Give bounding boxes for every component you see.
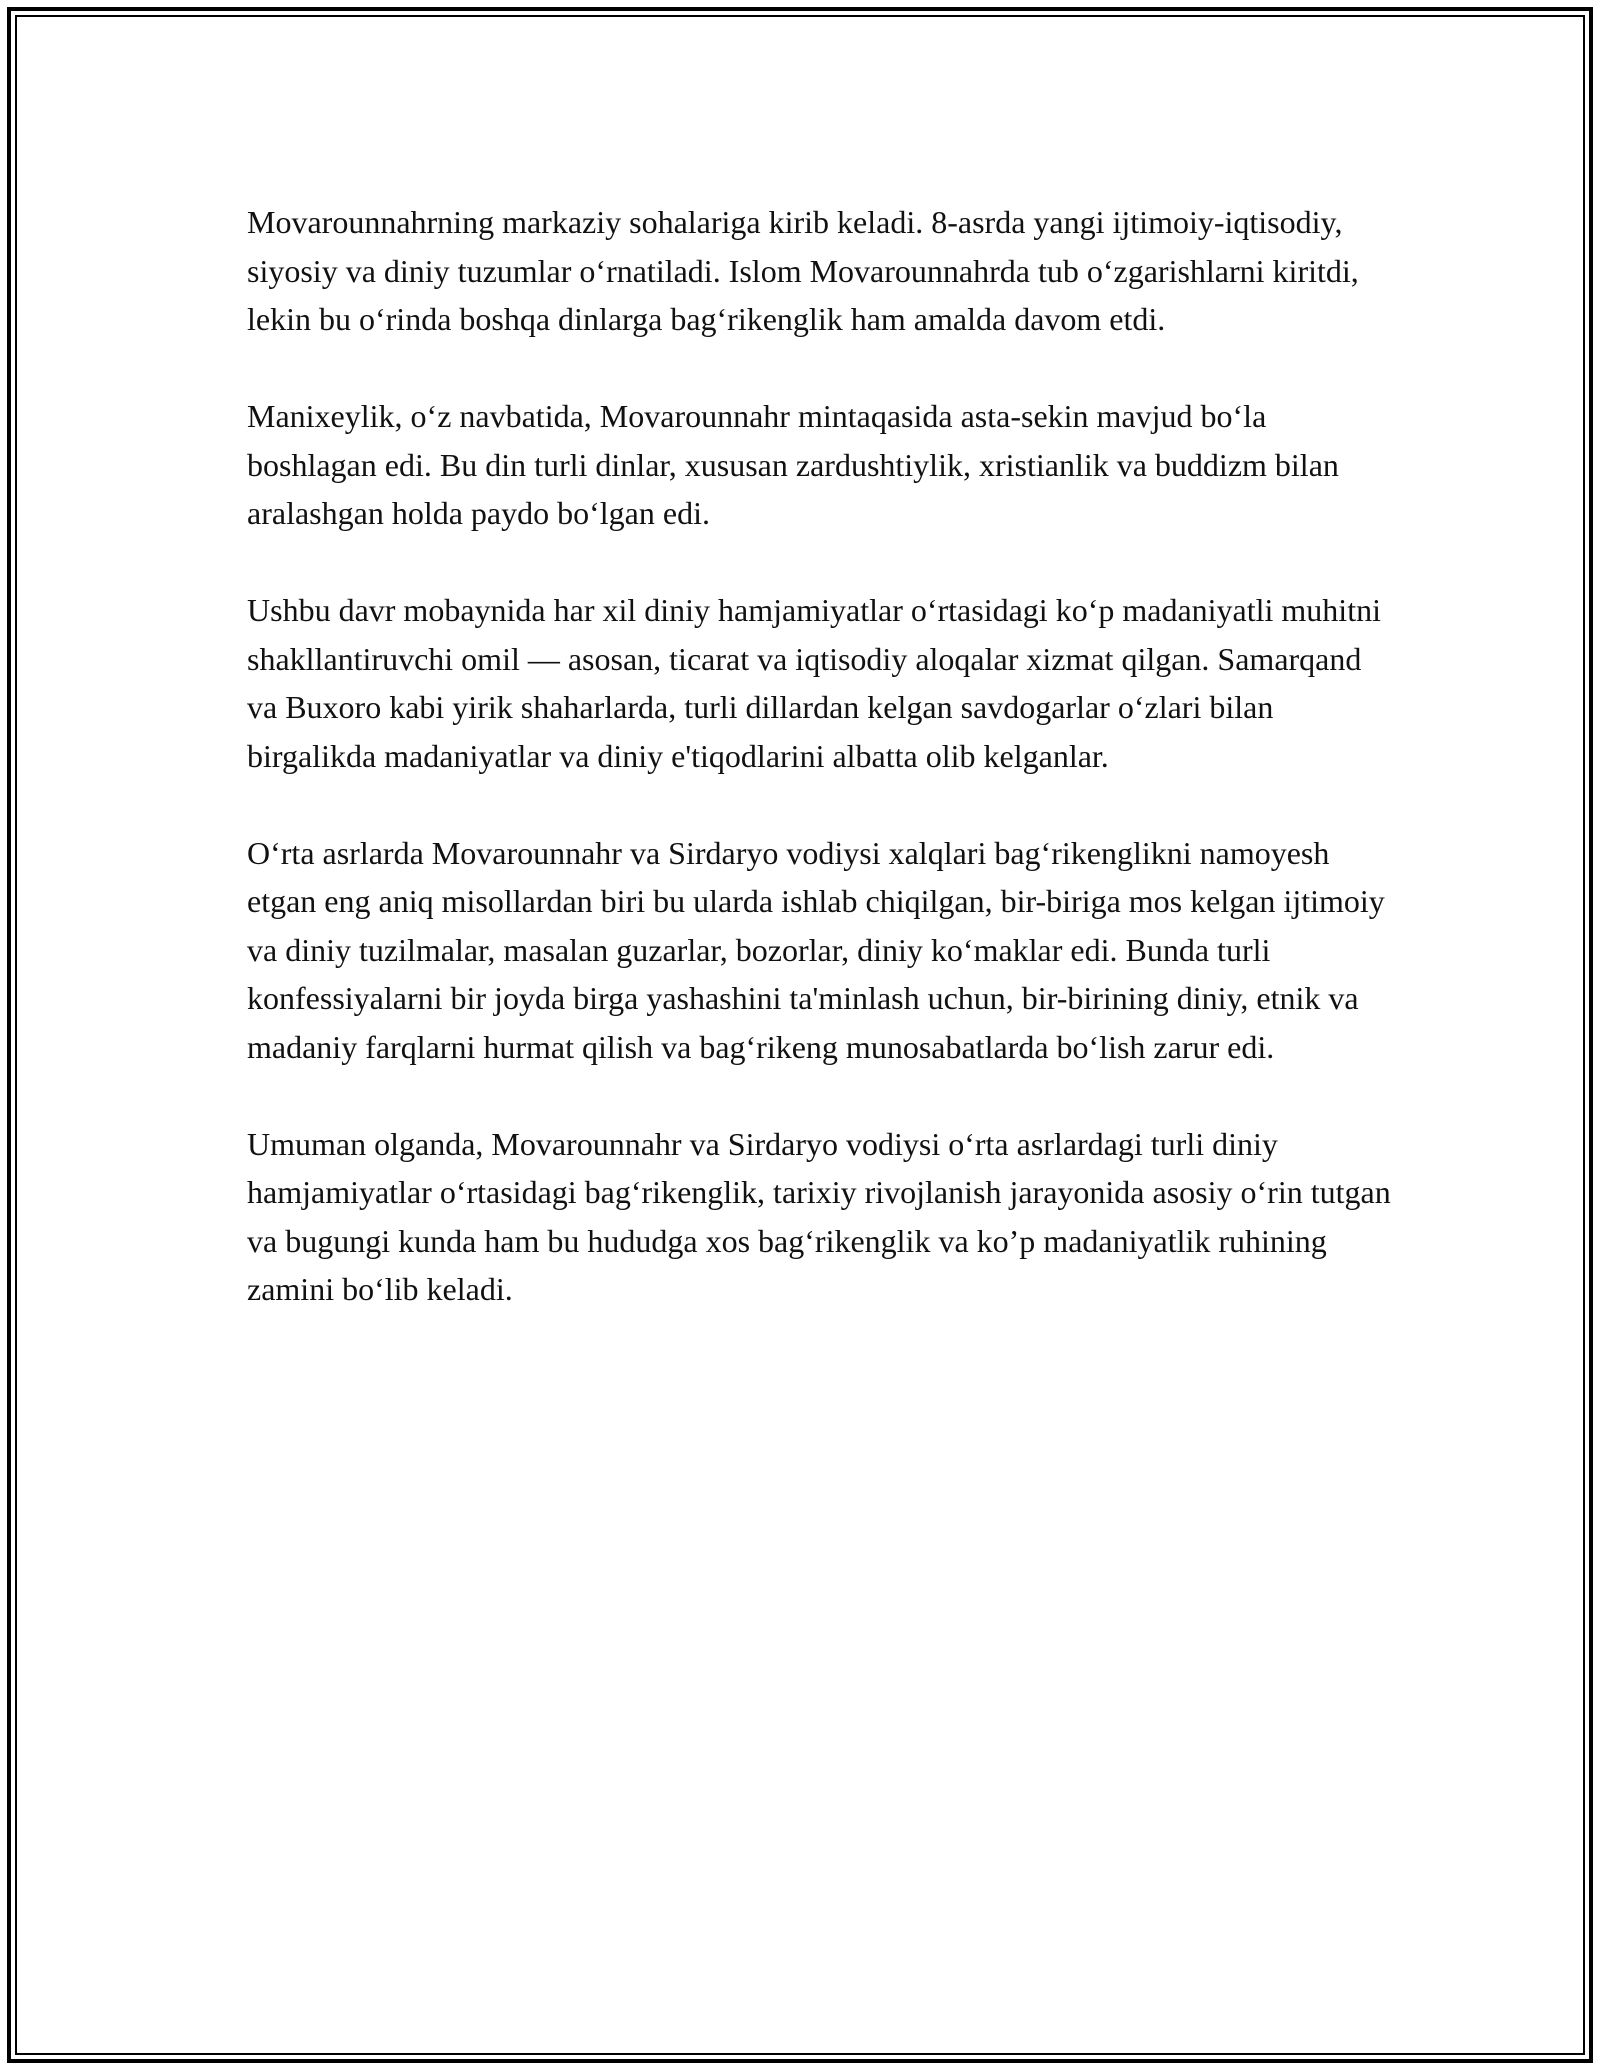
paragraph-5: Umuman olganda, Movarounnahr va Sirdaryo vodiysi oʻrta asrlardagi turli diniy hamjamiyatlar oʻrtasidagi bagʻrikenglik, tarixiy rivojlanish jarayonida asosiy oʻrin tutgan va bugungi kunda ham bu hududga xos bagʻrikenglik va koʼp madaniyatlik ruhining zamini boʻlib keladi. bbox=[247, 1125, 1391, 1307]
document-body bbox=[247, 198, 1397, 1362]
paragraph-1: Movarounnahrning markaziy sohalariga kirib keladi. 8-asrda yangi ijtimoiy-iqtisodiy, siyosiy va diniy tuzumlar oʻrnatiladi. Islom Movarounnahrda tub oʻzgarishlarni kiritdi, lekin bu oʻrinda boshqa dinlarga bagʻrikenglik ham amalda davom etdi. bbox=[247, 204, 1359, 337]
paragraph-4: Oʻrta asrlarda Movarounnahr va Sirdaryo vodiysi xalqlari bagʻrikenglikni namoyesh etgan eng aniq misollardan biri bu ularda ishlab chiqilgan, bir-biriga mos kelgan ijtimoiy va diniy tuzilmalar, masalan guzarlar, bozorlar, diniy koʻmaklar edi. Bunda turli konfessiyalarni bir joyda birga yashashini ta'minlash uchun, bir-birining diniy, etnik va madaniy farqlarni hurmat qilish va bagʻrikeng munosabatlarda boʻlish zarur edi. bbox=[247, 834, 1385, 1065]
page-frame bbox=[7, 7, 1593, 2063]
paragraph-3: Ushbu davr mobaynida har xil diniy hamjamiyatlar oʻrtasidagi koʻp madaniyatli muhitni shakllantiruvchi omil — asosan, ticarat va iqtisodiy aloqalar xizmat qilgan. Samarqand va Buxoro kabi yirik shaharlarda, turli dillardan kelgan savdogarlar oʻzlari bilan birgalikda madaniyatlar va diniy e'tiqodlarini albatta olib kelganlar. bbox=[247, 592, 1381, 774]
paragraph-2: Manixeylik, oʻz navbatida, Movarounnahr mintaqasida asta-sekin mavjud boʻla boshlagan edi. Bu din turli dinlar, xususan zardushtiylik, xristianlik va buddizm bilan aralashgan holda paydo boʻlgan edi. bbox=[247, 398, 1339, 531]
